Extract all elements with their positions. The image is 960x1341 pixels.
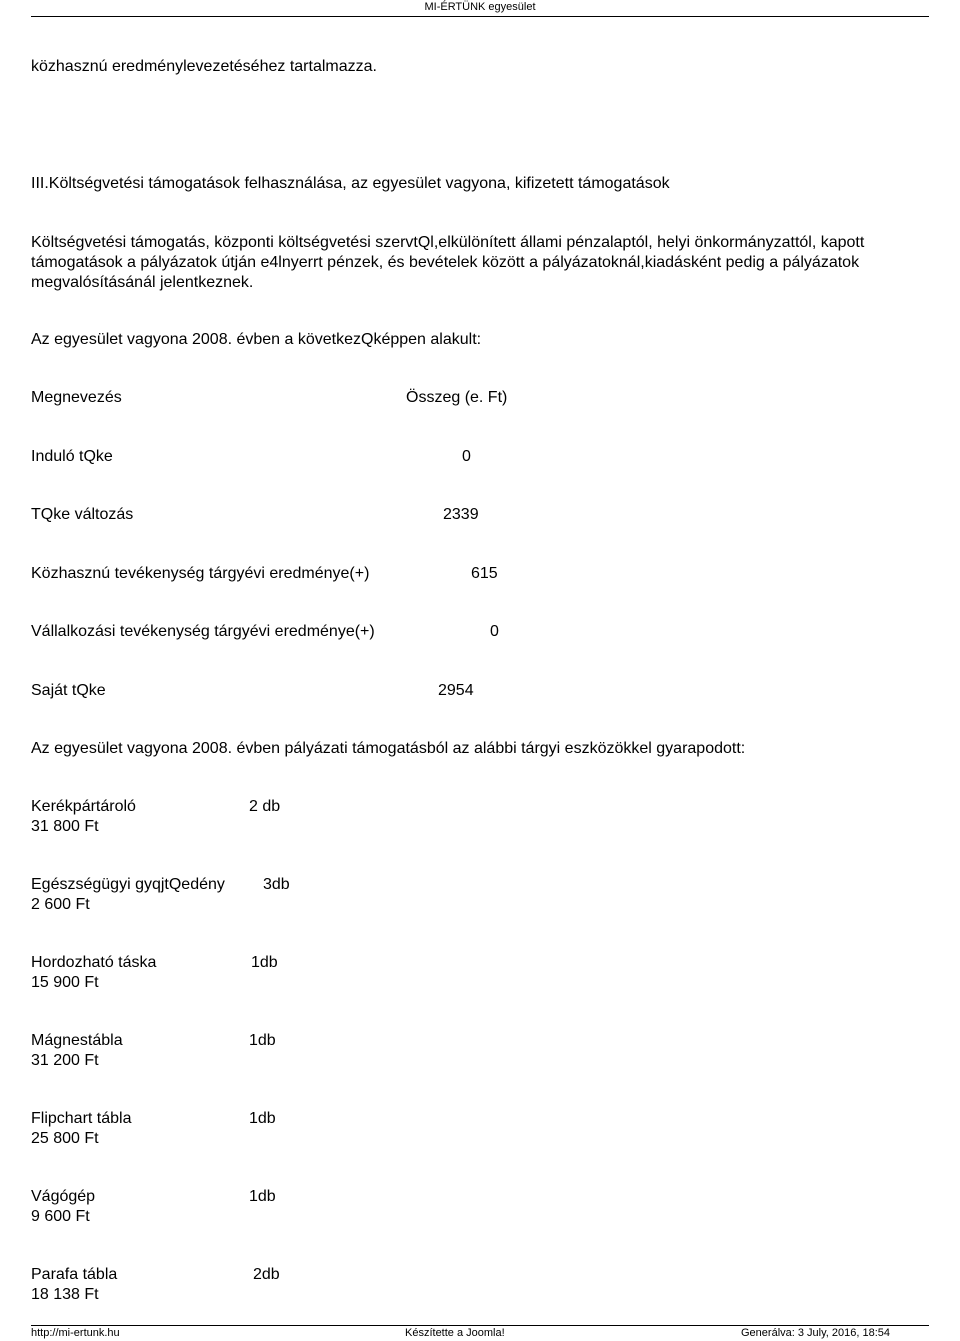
grant-item-qty: 2 db xyxy=(249,798,281,815)
footer-url-link[interactable]: http://mi-ertunk.hu xyxy=(31,1327,120,1339)
grant-item-price: 2 600 Ft xyxy=(31,896,90,913)
intro-line: közhasznú eredménylevezetéséhez tartalmazza. xyxy=(31,58,377,75)
grant-item-name: Egészségügyi gyqjtQedény xyxy=(31,876,225,893)
assets-row-amount: 2954 xyxy=(438,682,474,699)
grant-item-qty: 2db xyxy=(253,1266,280,1283)
assets-row-name: Induló tQke xyxy=(31,448,113,465)
assets-row-amount: 615 xyxy=(471,565,498,582)
header-divider xyxy=(31,16,929,17)
grant-item-price: 31 800 Ft xyxy=(31,818,99,835)
grant-item-name: Vágógép xyxy=(31,1188,96,1205)
grant-item-price: 31 200 Ft xyxy=(31,1052,99,1069)
grant-item-qty: 1db xyxy=(251,954,278,971)
site-title: MI-ÉRTÜNK egyesület xyxy=(424,1,536,13)
assets-intro: Az egyesület vagyona 2008. évben a következQképpen alakult: xyxy=(31,331,482,348)
grant-item-qty: 1db xyxy=(249,1188,276,1205)
grant-item-price: 15 900 Ft xyxy=(31,974,99,991)
grant-item-name: Hordozható táska xyxy=(31,954,157,971)
assets-row-amount: 0 xyxy=(462,448,471,465)
assets-row-name: Vállalkozási tevékenység tárgyévi eredménye(+) xyxy=(31,623,375,640)
footer-generated: Generálva: 3 July, 2016, 18:54 xyxy=(741,1327,891,1339)
grants-intro: Az egyesület vagyona 2008. évben pályázati támogatásból az alábbi tárgyi eszközökkel gyarapodott: xyxy=(31,740,746,757)
grant-item-qty: 3db xyxy=(263,876,290,893)
footer-divider xyxy=(31,1325,929,1326)
grant-item-name: Mágnestábla xyxy=(31,1032,123,1049)
footer-made-with: Készítette a Joomla! xyxy=(405,1327,505,1339)
assets-row-name: Saját tQke xyxy=(31,682,106,699)
section-paragraph: Költségvetési támogatás, központi költségvetési szervtQl,elkülönített állami pénzalaptól, helyi önkormányzattól, kapott támogatások a pályázatok útján e4lnyerrt pénzek, és bevételek között a pályázatoknál,kiadásként pedig a pályázatok megvalósításánál jelentkeznek. xyxy=(31,234,865,291)
grant-item-price: 18 138 Ft xyxy=(31,1286,99,1303)
grant-item-qty: 1db xyxy=(249,1032,276,1049)
grant-item-name: Kerékpártároló xyxy=(31,798,136,815)
assets-row-amount: 2339 xyxy=(443,506,479,523)
assets-row-amount: 0 xyxy=(490,623,499,640)
grant-item-price: 25 800 Ft xyxy=(31,1130,99,1147)
assets-row-name: TQke változás xyxy=(31,506,134,523)
grant-item-qty: 1db xyxy=(249,1110,276,1127)
assets-header-amount: Összeg (e. Ft) xyxy=(406,389,508,406)
assets-row-name: Közhasznú tevékenység tárgyévi eredménye(+) xyxy=(31,565,370,582)
grant-item-name: Parafa tábla xyxy=(31,1266,118,1283)
grant-item-name: Flipchart tábla xyxy=(31,1110,132,1127)
grant-item-price: 9 600 Ft xyxy=(31,1208,90,1225)
section-title: III.Költségvetési támogatások felhasználása, az egyesület vagyona, kifizetett támogatások xyxy=(31,175,670,192)
assets-header-name: Megnevezés xyxy=(31,389,122,406)
